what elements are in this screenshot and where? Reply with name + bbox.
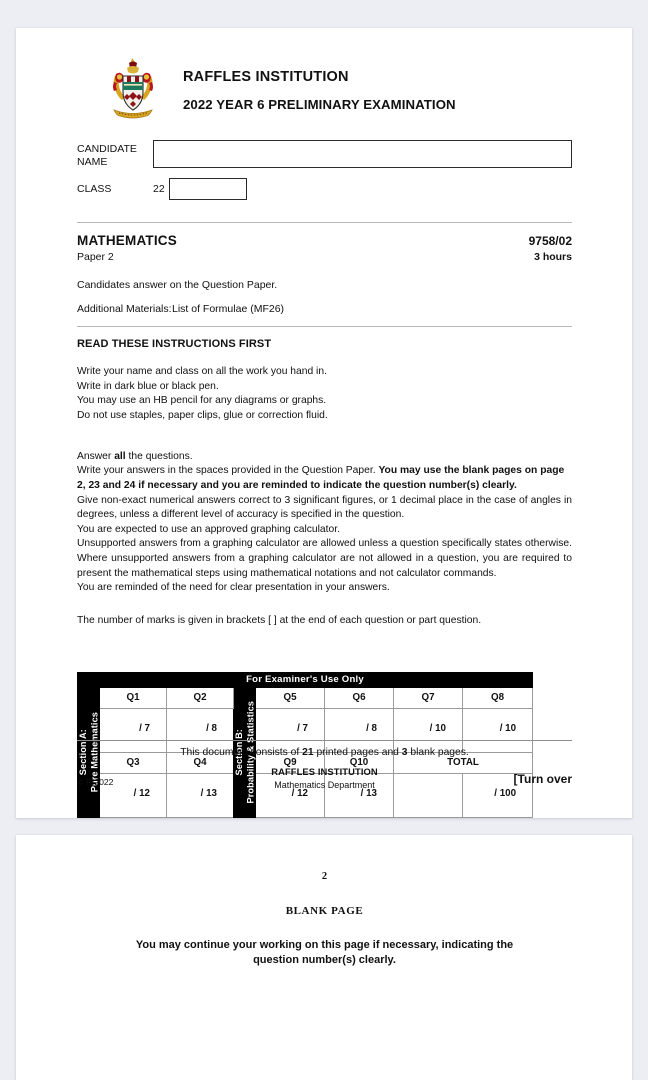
- instructions-spacer: [77, 424, 572, 435]
- blank-pages-instruction: [77, 464, 572, 493]
- instruction-line: You may use an HB pencil for any diagrams or graphs.: [77, 395, 327, 407]
- institution-name: RAFFLES INSTITUTION: [183, 69, 349, 85]
- additional-materials-row: [77, 303, 572, 315]
- candidate-name-label-line2: NAME: [77, 156, 108, 169]
- copyright-notice: © RI2022: [77, 777, 114, 787]
- subject-code: 9758/02: [528, 234, 572, 249]
- class-label: CLASS: [77, 182, 112, 195]
- pages-note-suffix: blank pages.: [407, 747, 469, 758]
- question-header-cell: Q8: [463, 687, 533, 708]
- printed-pages-count: 21: [302, 747, 314, 758]
- mark-entry-cell[interactable]: / 8: [167, 708, 234, 752]
- instructions-basic-list: [77, 365, 572, 423]
- blank-page-note: You may continue your working on this page if necessary, indicating the question number(s) clearly.: [135, 939, 514, 967]
- question-header-cell: Q7: [394, 687, 463, 708]
- footer-department: Mathematics Department: [274, 780, 375, 790]
- document-pages-note: [77, 747, 572, 758]
- examiner-use-header: For Examiner's Use Only: [78, 672, 533, 687]
- instructions-title: READ THESE INSTRUCTIONS FIRST: [77, 338, 272, 351]
- page-header: [77, 28, 572, 122]
- candidate-name-label: [77, 140, 153, 169]
- section-a-line2: Pure Mathematics: [89, 712, 100, 793]
- mark-entry-cell[interactable]: / 10: [394, 708, 463, 752]
- question-header-cell: Q1: [100, 687, 167, 708]
- answer-all-prefix: Answer: [77, 450, 115, 462]
- instructions-divider: [77, 326, 572, 327]
- blank-page-2: [16, 835, 632, 1080]
- mark-entry-cell[interactable]: / 10: [463, 708, 533, 752]
- mark-entry-cell[interactable]: / 7: [256, 708, 325, 752]
- subject-row: [77, 233, 572, 248]
- candidate-name-row: [77, 140, 572, 169]
- instruction-line: Do not use staples, paper clips, glue or correction fluid.: [77, 410, 328, 422]
- instruction-line: Write your name and class on all the work you hand in.: [77, 366, 327, 378]
- additional-materials-value: List of Formulae (MF26): [172, 303, 285, 316]
- blank-pages-plain: Write your answers in the spaces provided in the Question Paper.: [77, 465, 379, 477]
- question-header-cell: Q5: [256, 687, 325, 708]
- blank-pages-count: 3: [401, 747, 408, 758]
- footer-divider: [77, 740, 572, 741]
- mark-entry-cell[interactable]: / 13: [167, 773, 234, 817]
- subject-name: MATHEMATICS: [77, 233, 177, 249]
- mark-entry-cell[interactable]: / 8: [325, 708, 394, 752]
- accuracy-instruction: Give non-exact numerical answers correct to 3 significant figures, or 1 decimal place in the case of angles in degrees, unless a different level of accuracy is specified in the question.: [77, 494, 572, 521]
- mark-entry-cell[interactable]: / 13: [325, 773, 394, 817]
- page-number: 2: [321, 871, 328, 882]
- mark-entry-cell[interactable]: / 12: [100, 773, 167, 817]
- answer-all-suffix: the questions.: [125, 450, 193, 462]
- section-b-line1: Section B:: [234, 729, 244, 776]
- exam-cover-page: [16, 28, 632, 818]
- table-header-row: [78, 672, 533, 687]
- class-row: [77, 178, 572, 200]
- total-mark-cell[interactable]: / 100: [463, 773, 533, 817]
- subject-divider-top: [77, 222, 572, 223]
- section-b-line2: Probability & Statistics: [245, 701, 256, 804]
- blank-pages-bold: You may use the blank pages on page 2, 23 and 24 if necessary and you are reminded to indicate the question number(s) clearly.: [77, 465, 565, 491]
- paper-row: [77, 251, 572, 263]
- question-header-cell: Q6: [325, 687, 394, 708]
- candidates-answer-note: Candidates answer on the Question Paper.: [77, 279, 278, 292]
- blank-page-label: BLANK PAGE: [285, 905, 364, 917]
- raffles-institution-crest-icon: [105, 56, 161, 122]
- section-a-line1: Section A:: [78, 729, 88, 776]
- candidate-name-label-line1: CANDIDATE: [77, 143, 137, 155]
- candidate-name-input[interactable]: [153, 140, 572, 168]
- table-row: [78, 687, 533, 708]
- question-header-cell: Q9: [256, 752, 325, 773]
- answer-all-line: [77, 450, 572, 465]
- instructions-answer-list: [77, 450, 572, 596]
- answer-all-bold: all: [114, 450, 126, 462]
- class-input[interactable]: [169, 178, 247, 200]
- instruction-line: Write in dark blue or black pen.: [77, 380, 219, 392]
- mark-entry-cell[interactable]: / 7: [100, 708, 167, 752]
- question-header-cell: Q3: [100, 752, 167, 773]
- marks-brackets-note: The number of marks is given in brackets [ ] at the end of each question or part question.: [77, 614, 482, 626]
- paper-number: Paper 2: [77, 251, 114, 264]
- page-footer: [77, 740, 572, 796]
- question-header-cell: Q10: [325, 752, 394, 773]
- pages-note-mid: printed pages and: [313, 747, 402, 758]
- exam-title: 2022 YEAR 6 PRELIMINARY EXAMINATION: [183, 96, 456, 112]
- mark-entry-cell[interactable]: / 12: [256, 773, 325, 817]
- calculator-instruction: You are expected to use an approved graphing calculator.: [77, 523, 340, 535]
- unsupported-answers-instruction: Unsupported answers from a graphing calculator are allowed unless a question specifically states otherwise. Where unsupported answers from a graphing calculator are not allowed in a question, you are required to present the mathematical steps using mathematical notations and not calculator commands.: [77, 538, 572, 579]
- candidate-fields: [77, 140, 572, 200]
- presentation-instruction: You are reminded of the need for clear presentation in your answers.: [77, 582, 390, 594]
- question-header-cell: Q2: [167, 687, 234, 708]
- exam-duration: 3 hours: [534, 251, 572, 264]
- pages-note-prefix: This document consists of: [180, 747, 303, 758]
- turn-over-label: [Turn over: [513, 772, 572, 786]
- additional-materials-label: Additional Materials:: [77, 303, 172, 316]
- footer-row: [77, 766, 572, 796]
- footer-institution: RAFFLES INSTITUTION: [271, 766, 378, 777]
- question-header-cell: Q4: [167, 752, 234, 773]
- class-prefix: 22: [153, 183, 165, 196]
- footer-center-block: [77, 766, 572, 790]
- total-header-cell: TOTAL: [394, 752, 533, 773]
